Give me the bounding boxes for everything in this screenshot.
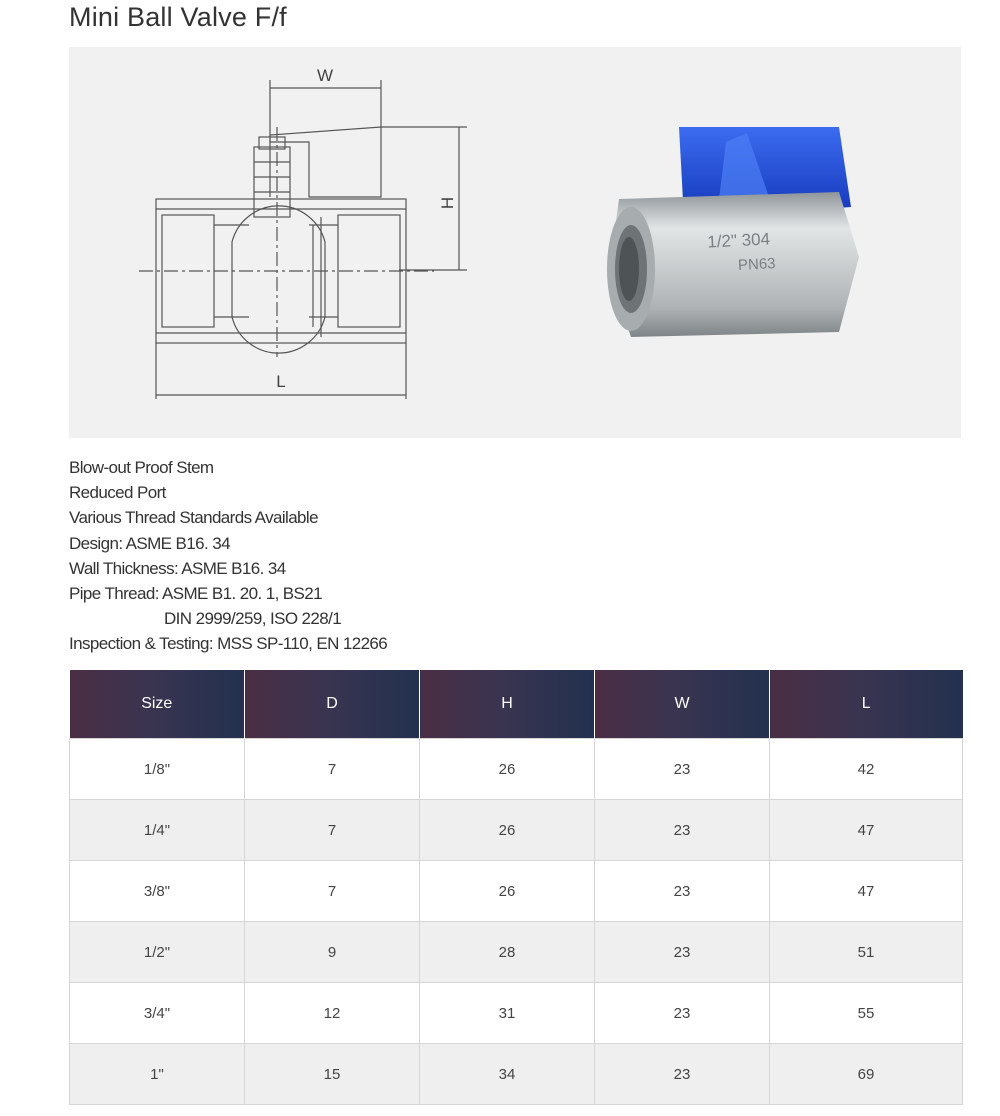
table-row [70, 800, 963, 861]
spec-item: Blow-out Proof Stem [69, 458, 214, 477]
table-cell: 23 [595, 739, 770, 800]
table-row [70, 922, 963, 983]
table-cell: 23 [595, 1044, 770, 1105]
spec-list [69, 455, 669, 657]
table-cell: 47 [770, 800, 963, 861]
table-cell: 3/8" [70, 861, 245, 922]
table-row [70, 983, 963, 1044]
table-cell: 23 [595, 800, 770, 861]
dimension-label-l: L [276, 372, 286, 391]
table-cell: 7 [245, 739, 420, 800]
spec-item: Reduced Port [69, 483, 166, 503]
table-cell: 9 [245, 922, 420, 983]
table-cell: 23 [595, 983, 770, 1044]
technical-drawing [69, 47, 961, 438]
table-cell: 55 [770, 983, 963, 1044]
spec-item: DIN 2999/259, ISO 228/1 [164, 609, 342, 629]
table-cell: 23 [595, 861, 770, 922]
dimension-label-w: W [316, 66, 334, 85]
spec-item: Design: ASME B16. 34 [69, 533, 230, 553]
table-cell: 1/2" [70, 922, 245, 983]
page-title: Mini Ball Valve F/f [69, 2, 287, 32]
table-cell: 3/4" [70, 983, 245, 1044]
table-row [70, 1044, 963, 1105]
table-cell: 1" [70, 1044, 245, 1105]
table-row [70, 739, 963, 800]
column-header-d: D [245, 670, 420, 739]
table-cell: 51 [770, 922, 963, 983]
product-size-marking: 1/2" 304 [706, 229, 771, 252]
table-cell: 31 [420, 983, 595, 1044]
table-cell: 1/4" [70, 800, 245, 861]
table-cell: 26 [420, 800, 595, 861]
table-cell: 12 [245, 983, 420, 1044]
table-cell: 42 [770, 739, 963, 800]
spec-item: Inspection & Testing: MSS SP-110, EN 12266 [69, 634, 388, 654]
column-header-w: W [595, 670, 770, 739]
table-header-row [70, 670, 963, 739]
table-cell: 26 [420, 861, 595, 922]
column-header-h: H [420, 670, 595, 739]
dimension-label-h: H [438, 196, 457, 210]
column-header-l: L [770, 670, 963, 739]
table-cell: 7 [245, 861, 420, 922]
column-header-size: Size [70, 670, 245, 739]
table-cell: 1/8" [70, 739, 245, 800]
spec-item: Pipe Thread: ASME B1. 20. 1, BS21 [69, 584, 322, 604]
table-cell: 7 [245, 800, 420, 861]
product-figure [69, 47, 961, 438]
table-cell: 23 [595, 922, 770, 983]
spec-item: Wall Thickness: ASME B16. 34 [69, 558, 286, 578]
table-row [70, 861, 963, 922]
dimension-table [69, 670, 963, 1105]
table-cell: 15 [245, 1044, 420, 1105]
table-cell: 47 [770, 861, 963, 922]
product-pressure-marking: PN63 [737, 255, 776, 274]
spec-item: Various Thread Standards Available [69, 508, 318, 528]
table-cell: 69 [770, 1044, 963, 1105]
table-cell: 28 [420, 922, 595, 983]
table-cell: 26 [420, 739, 595, 800]
table-cell: 34 [420, 1044, 595, 1105]
